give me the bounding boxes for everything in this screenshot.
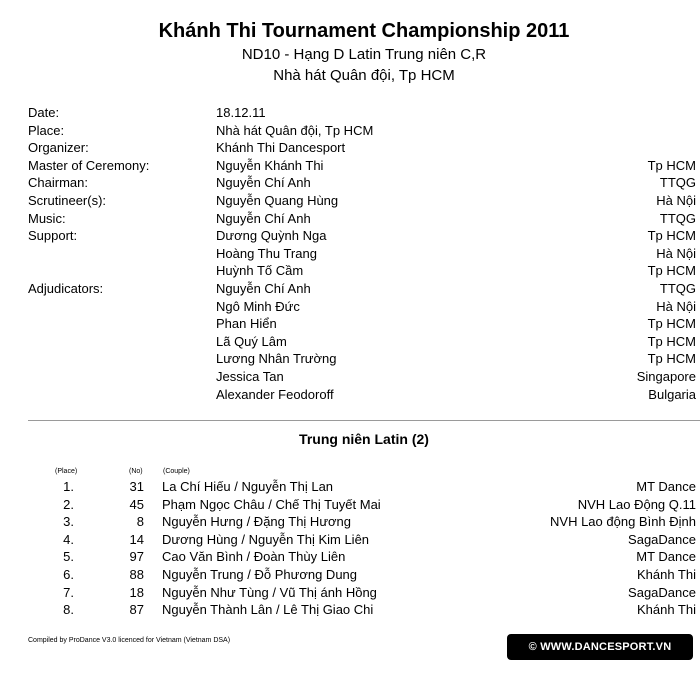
official-role: Date:: [28, 105, 60, 120]
result-couple: Phạm Ngọc Châu / Chế Thị Tuyết Mai: [162, 496, 381, 512]
official-name: Jessica Tan: [216, 368, 284, 384]
official-name: Huỳnh Tố Cầm: [216, 263, 304, 279]
col-header-place: (Place): [55, 468, 78, 475]
official-name: Nguyễn Chí Anh: [216, 280, 311, 296]
result-place: 3.: [63, 514, 74, 530]
official-location: Bulgaria: [648, 386, 696, 402]
official-location: Hà Nội: [656, 192, 696, 208]
official-location: TTQG: [659, 175, 696, 191]
official-row: [28, 368, 696, 386]
result-number: 45: [129, 496, 144, 512]
official-row: [28, 174, 696, 192]
official-location: TTQG: [659, 210, 696, 226]
official-row: [28, 139, 696, 157]
result-place: 2.: [63, 496, 74, 512]
result-number: 8: [136, 514, 144, 530]
result-row: [28, 513, 696, 531]
official-row: [28, 350, 696, 368]
result-number: 97: [129, 549, 144, 565]
result-club: NVH Lao động Bình Định: [550, 514, 696, 530]
result-place: 5.: [63, 549, 74, 565]
official-name: Nhà hát Quân đội, Tp HCM: [216, 122, 374, 138]
results-list: [28, 478, 696, 619]
results-section-title: Trung niên Latin (2): [299, 431, 429, 447]
watermark-badge: © WWW.DANCESPORT.VN: [507, 634, 693, 660]
official-name: Hoàng Thu Trang: [216, 245, 317, 261]
result-number: 88: [129, 566, 144, 582]
result-couple: Cao Văn Bình / Đoàn Thùy Liên: [162, 549, 346, 565]
result-place: 8.: [63, 602, 74, 618]
result-couple: Nguyễn Trung / Đỗ Phương Dung: [162, 566, 358, 582]
official-name: Dương Quỳnh Nga: [216, 228, 327, 244]
official-location: Tp HCM: [647, 333, 696, 349]
official-name: Nguyễn Quang Hùng: [216, 192, 339, 208]
official-location: Tp HCM: [647, 351, 696, 367]
official-role: Scrutineer(s):: [28, 192, 107, 208]
official-row: [28, 245, 696, 263]
official-name: Phan Hiển: [216, 316, 277, 332]
official-location: Singapore: [636, 368, 696, 384]
official-name: Nguyễn Chí Anh: [216, 210, 311, 226]
compiled-note: Compiled by ProDance V3.0 licenced for Vietnam (Vietnam DSA): [28, 637, 231, 644]
result-number: 87: [129, 602, 144, 618]
result-couple: La Chí Hiếu / Nguyễn Thị Lan: [162, 479, 334, 494]
venue-subtitle: Nhà hát Quân đội, Tp HCM: [273, 67, 455, 84]
official-row: [28, 192, 696, 210]
official-location: Tp HCM: [647, 263, 696, 279]
result-couple: Nguyễn Thành Lân / Lê Thị Giao Chi: [162, 602, 374, 618]
official-role: Master of Ceremony:: [28, 157, 150, 173]
result-club: MT Dance: [636, 479, 696, 494]
result-row: [28, 601, 696, 619]
official-name: Lã Quý Lâm: [216, 333, 287, 349]
official-location: Tp HCM: [647, 228, 696, 244]
official-role: Support:: [28, 228, 78, 244]
official-role: Adjudicators:: [28, 280, 104, 296]
official-name: 18.12.11: [216, 105, 266, 120]
result-club: SagaDance: [628, 584, 696, 600]
official-role: Place:: [28, 122, 65, 138]
result-place: 6.: [63, 566, 74, 582]
official-role: Organizer:: [28, 140, 89, 156]
official-location: Hà Nội: [656, 245, 696, 261]
official-row: [28, 157, 696, 175]
result-place: 7.: [63, 584, 74, 600]
result-couple: Nguyễn Hưng / Đặng Thị Hương: [162, 514, 352, 530]
result-club: NVH Lao Động Q.11: [577, 496, 696, 512]
official-row: [28, 386, 696, 404]
event-subtitle: ND10 - Hạng D Latin Trung niên C,R: [241, 46, 487, 63]
officials-list: [28, 104, 696, 403]
official-row: [28, 315, 696, 333]
result-club: MT Dance: [636, 549, 696, 565]
result-place: 1.: [63, 479, 74, 494]
result-row: [28, 496, 696, 514]
official-row: [28, 262, 696, 280]
result-row: [28, 548, 696, 566]
official-name: Nguyễn Khánh Thi: [216, 157, 324, 173]
col-header-no: (No): [129, 468, 143, 475]
official-row: [28, 280, 696, 298]
official-name: Khánh Thi Dancesport: [216, 140, 346, 156]
result-club: SagaDance: [628, 531, 696, 547]
result-row: [28, 531, 696, 549]
result-row: [28, 566, 696, 584]
official-location: Tp HCM: [647, 316, 696, 332]
col-header-couple: (Couple): [163, 468, 190, 475]
result-row: [28, 478, 696, 496]
result-couple: Dương Hùng / Nguyễn Thị Kim Liên: [162, 531, 370, 547]
page-title: Khánh Thi Tournament Championship 2011: [158, 20, 570, 42]
official-name: Ngô Minh Đức: [216, 298, 300, 314]
official-row: [28, 104, 696, 122]
official-row: [28, 227, 696, 245]
result-place: 4.: [63, 531, 74, 547]
result-couple: Nguyễn Như Tùng / Vũ Thị ánh Hồng: [162, 584, 377, 600]
official-role: Chairman:: [28, 175, 88, 191]
result-number: 31: [129, 479, 144, 494]
official-row: [28, 298, 696, 316]
official-name: Alexander Feodoroff: [216, 386, 334, 402]
official-location: Tp HCM: [647, 157, 696, 173]
official-row: [28, 333, 696, 351]
result-club: Khánh Thi: [636, 566, 696, 582]
result-row: [28, 584, 696, 602]
result-number: 18: [129, 584, 144, 600]
official-row: [28, 122, 696, 140]
official-location: TTQG: [659, 280, 696, 296]
official-name: Nguyễn Chí Anh: [216, 175, 311, 191]
result-number: 14: [129, 531, 144, 547]
official-name: Lương Nhân Trường: [216, 351, 337, 367]
official-row: [28, 210, 696, 228]
section-divider: [28, 420, 700, 421]
result-club: Khánh Thi: [636, 602, 696, 618]
official-role: Music:: [28, 210, 66, 226]
official-location: Hà Nội: [656, 298, 696, 314]
